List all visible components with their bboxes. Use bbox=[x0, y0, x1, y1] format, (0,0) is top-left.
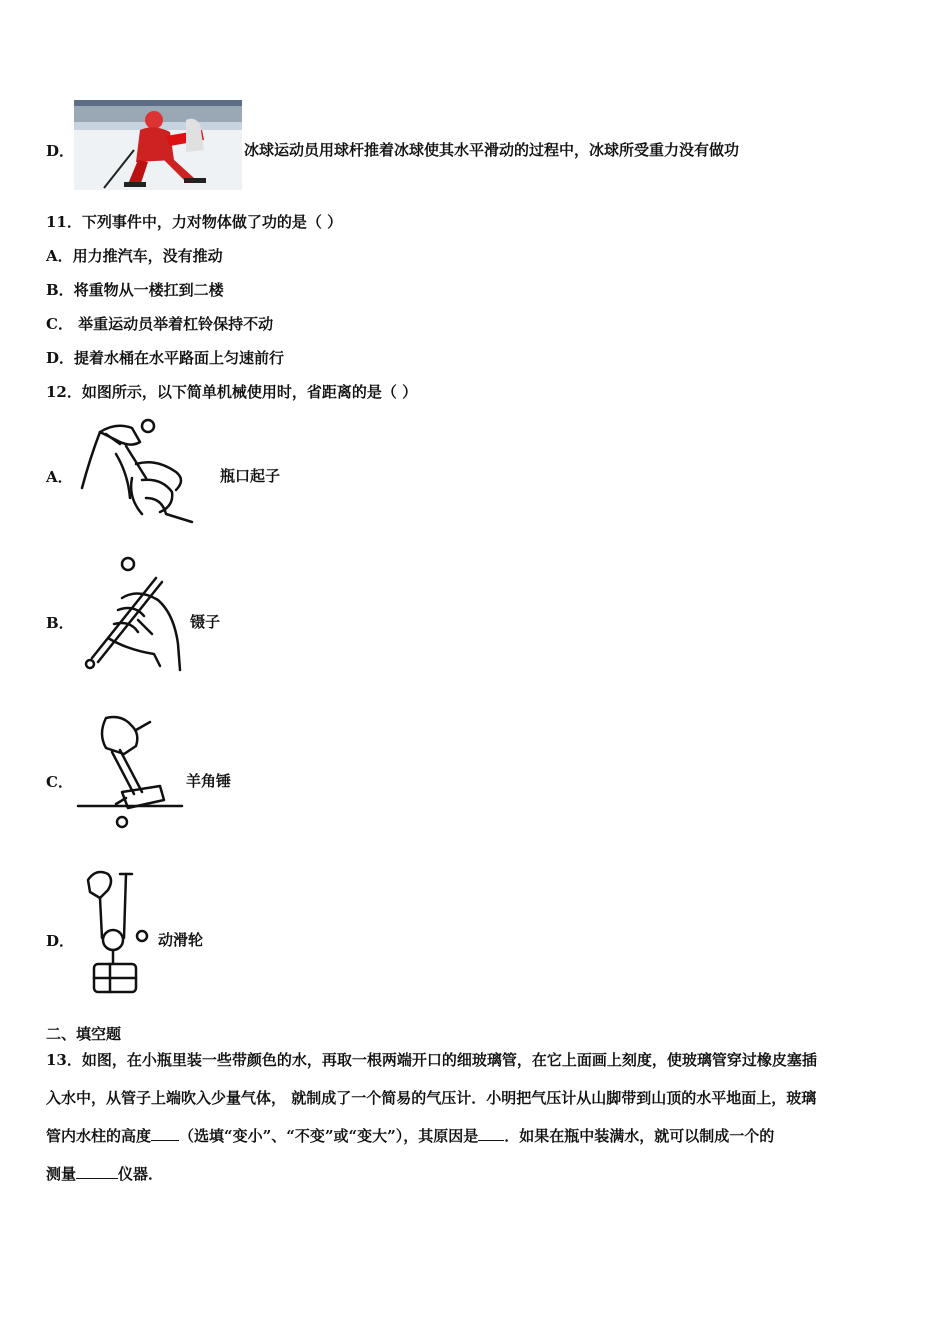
q12-option-b-label: B． bbox=[46, 614, 74, 632]
q12-option-b-caption: 镊子 bbox=[190, 613, 221, 631]
q13-blank-1[interactable] bbox=[151, 1126, 179, 1141]
q11-option-d: D．提着水桶在水平路面上匀速前行 bbox=[46, 349, 285, 367]
q11-option-b: B．将重物从一楼扛到二楼 bbox=[46, 281, 224, 299]
q12-stem: 12．如图所示，以下简单机械使用时，省距离的是（ ） bbox=[46, 383, 418, 401]
claw-hammer-drawing bbox=[76, 712, 186, 830]
q13-line-4 bbox=[46, 1164, 163, 1184]
q12-option-d-label: D． bbox=[46, 932, 75, 950]
q11-stem: 11．下列事件中，力对物体做了功的是（ ） bbox=[46, 213, 343, 231]
q12-option-d-caption: 动滑轮 bbox=[158, 931, 204, 949]
q11-option-a: A．用力推汽车，没有推动 bbox=[46, 247, 223, 265]
q13-line-2: 入水中，从管子上端吹入少量气体， 就制成了一个简易的气压计．小明把气压计从山脚带到山顶的水平地面上，玻璃 bbox=[46, 1089, 817, 1107]
section-title-fill-in: 二、填空题 bbox=[46, 1025, 122, 1043]
q11-option-c: C． 举重运动员举着杠铃保持不动 bbox=[46, 315, 274, 333]
q13-blank-2[interactable] bbox=[478, 1126, 504, 1141]
q10-option-d-text: 冰球运动员用球杆推着冰球使其水平滑动的过程中，冰球所受重力没有做功 bbox=[244, 141, 740, 159]
q13-line-4-text-b: 仪器． bbox=[118, 1165, 164, 1183]
q12-option-c-caption: 羊角锤 bbox=[186, 772, 232, 790]
q12-option-a-caption: 瓶口起子 bbox=[220, 467, 281, 485]
q13-line-1: 13．如图，在小瓶里装一些带颜色的水，再取一根两端开口的细玻璃管，在它上面画上刻度，使玻璃管穿过橡皮塞插 bbox=[46, 1051, 817, 1069]
q13-line-4-text-a: 测量 bbox=[46, 1165, 77, 1183]
q13-line-3-text-a: 管内水柱的高度 bbox=[46, 1127, 152, 1145]
q13-line-3-text-c: ．如果在瓶中装满水，就可以制成一个的 bbox=[504, 1127, 775, 1145]
q10-option-d-label: D． bbox=[46, 142, 75, 160]
q13-blank-3[interactable] bbox=[76, 1164, 118, 1179]
bottle-opener-drawing bbox=[76, 418, 216, 528]
tweezers-drawing bbox=[78, 554, 188, 674]
q12-option-c-label: C． bbox=[46, 773, 73, 791]
movable-pulley-drawing bbox=[80, 868, 156, 1000]
q13-line-3-text-b: （选填“变小”、“不变”或“变大”），其原因是 bbox=[179, 1127, 479, 1145]
q12-option-a-label: A． bbox=[46, 468, 73, 486]
ice-hockey-photo bbox=[74, 100, 242, 190]
q13-line-3 bbox=[46, 1126, 774, 1146]
